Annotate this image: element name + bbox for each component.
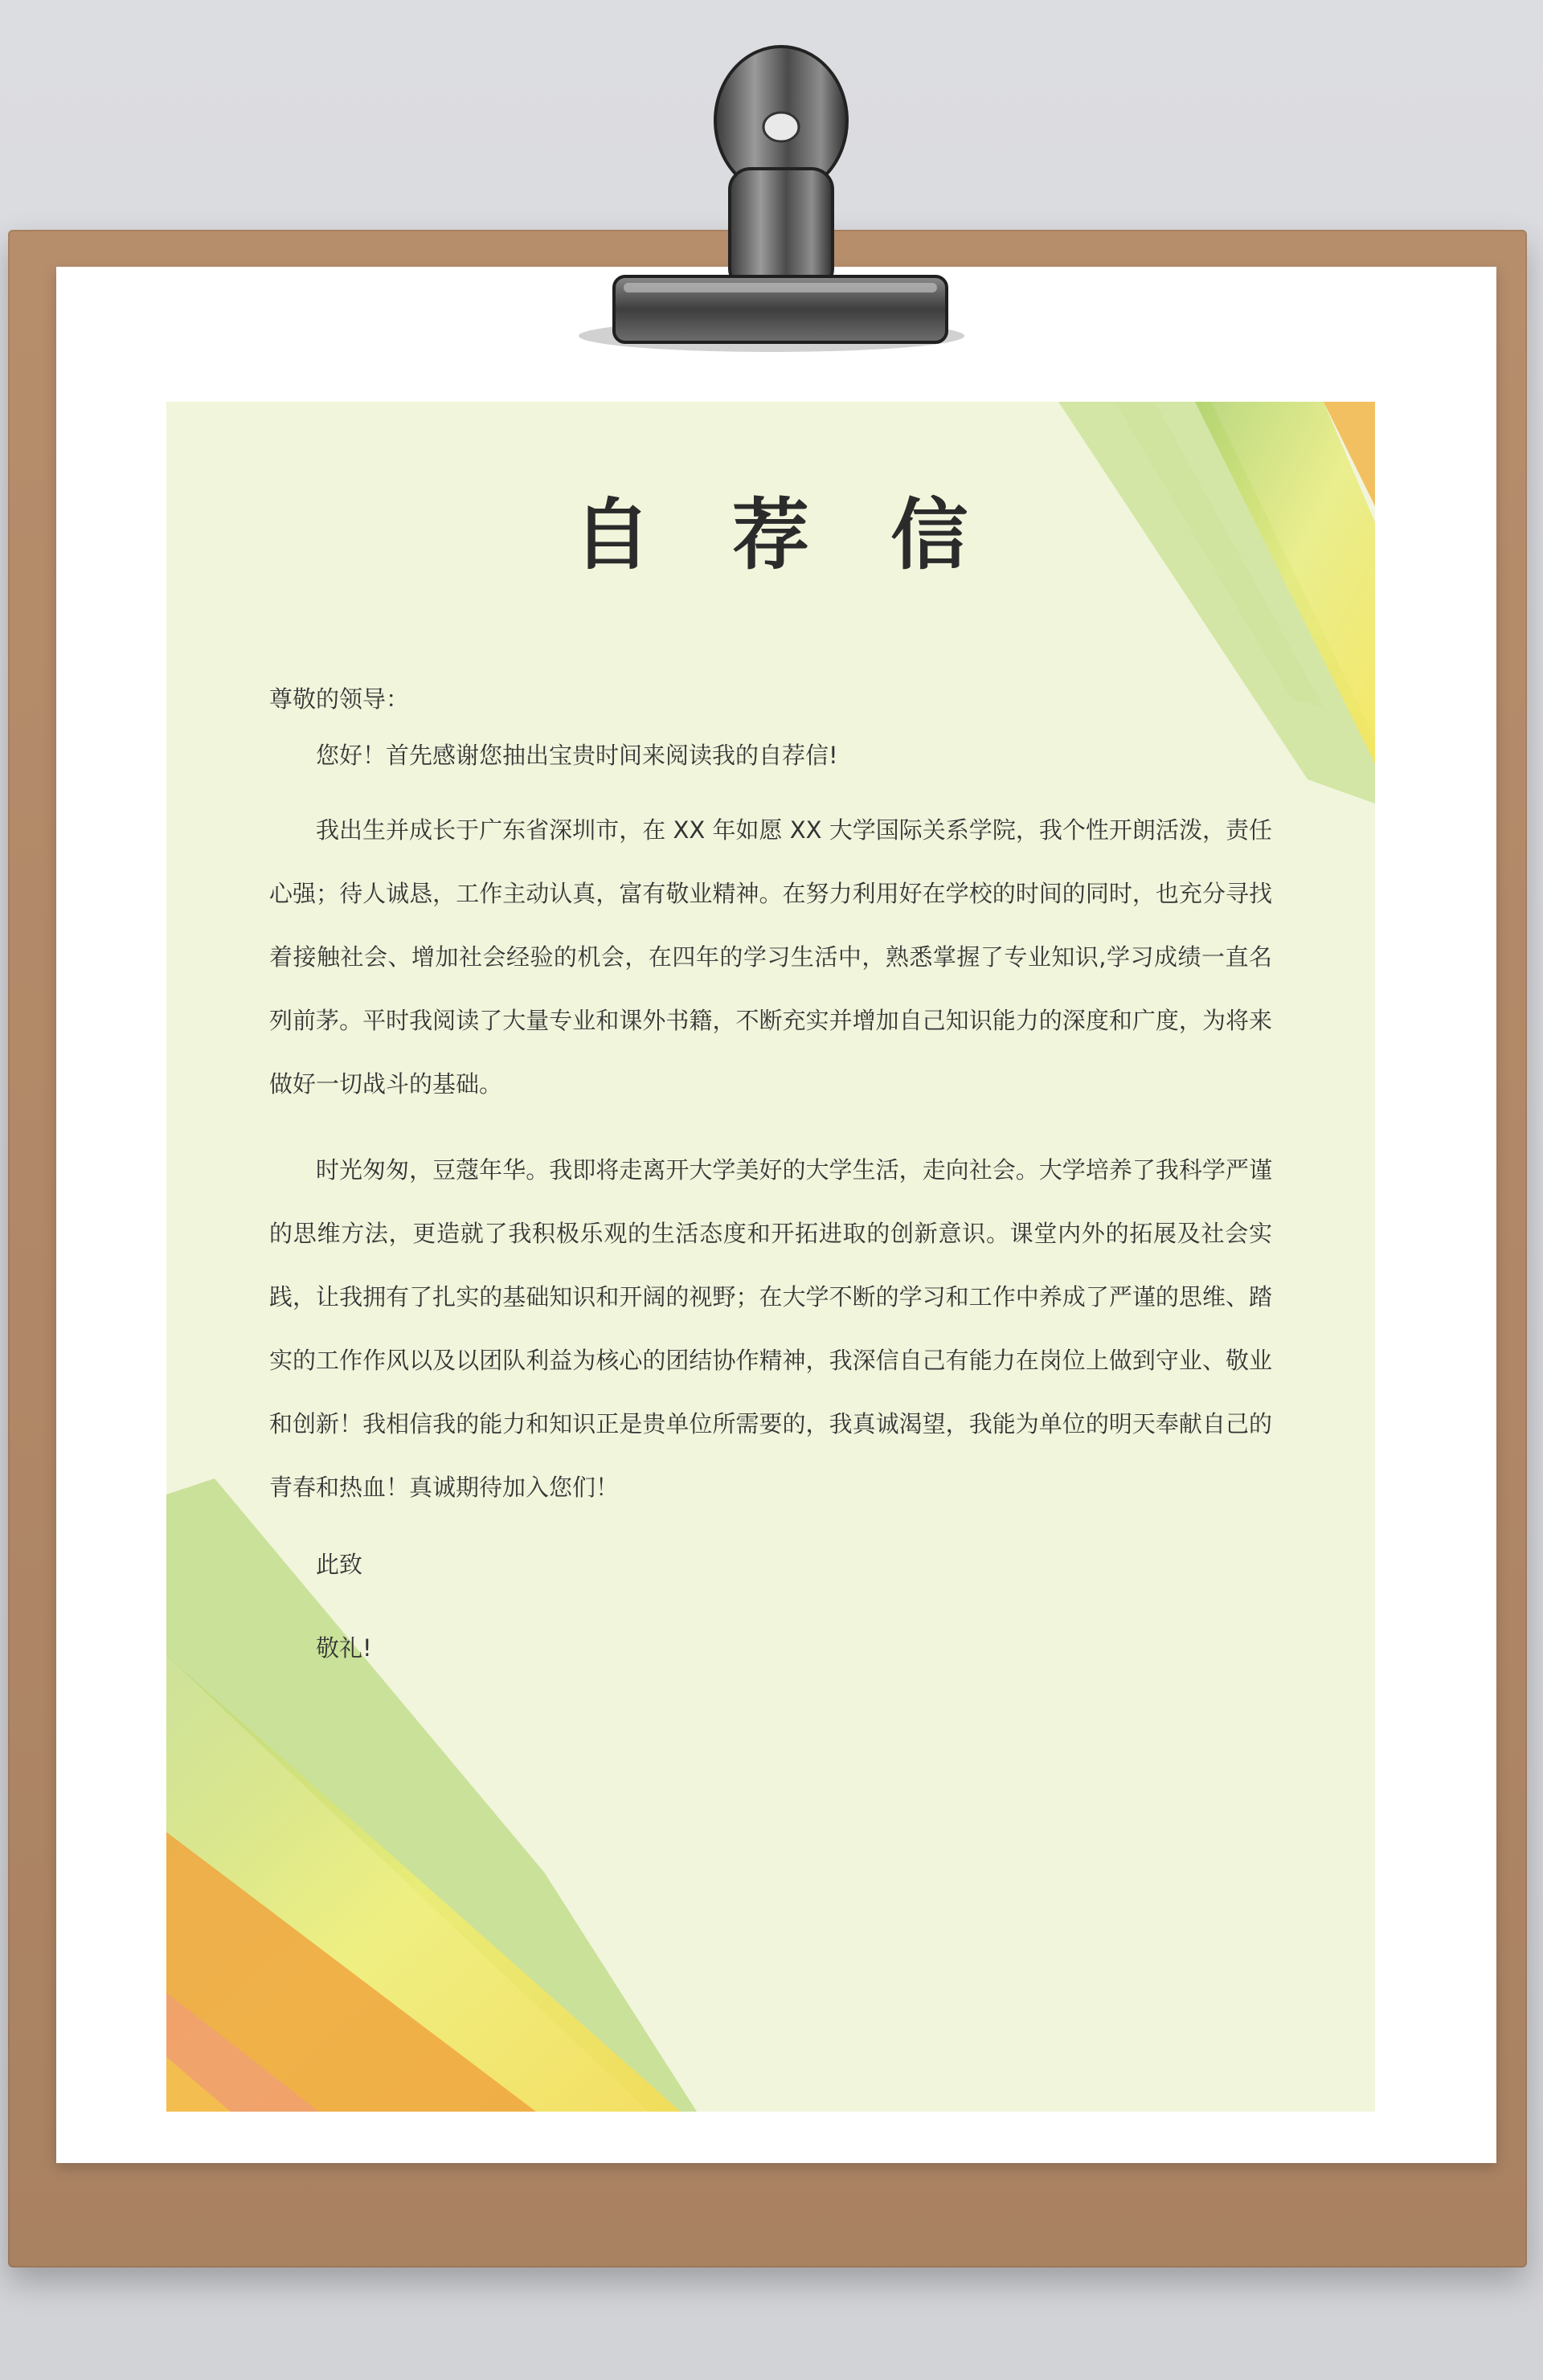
- regards: 敬礼!: [316, 1634, 372, 1662]
- body-paragraph: 我出生并成长于广东省深圳市，在 XX 年如愿 XX 大学国际关系学院，我个性开朗活泼，责任心强；待人诚恳，工作主动认真，富有敬业精神。在努力利用好在学校的时间的同时，也充分寻找着接触社会、增加社会经验的机会，在四年的学习生活中，熟悉掌握了专业知识,学习成绩一直名列前茅。平时我阅读了大量专业和课外书籍，不断充实并增加自己知识能力的深度和广度，为将来做好一切战斗的基础。: [269, 816, 1272, 1098]
- letter-title: 自 荐 信: [573, 490, 996, 580]
- greeting: 您好！首先感谢您抽出宝贵时间来阅读我的自荐信!: [316, 742, 838, 769]
- body-paragraph: 时光匆匆，豆蔻年华。我即将走离开大学美好的大学生活，走向社会。大学培养了我科学严谨的思维方法，更造就了我积极乐观的生活态度和开拓进取的创新意识。课堂内外的拓展及社会实践，让我拥有了扎实的基础知识和开阔的视野；在大学不断的学习和工作中养成了严谨的思维、踏实的工作作风以及以团队利益为核心的团结协作精神，我深信自己有能力在岗位上做到守业、敬业和创新！我相信我的能力和知识正是贵单位所需要的，我真诚渴望，我能为单位的明天奉献自己的青春和热血！真诚期待加入您们！: [269, 1156, 1272, 1501]
- closing: 此致: [316, 1551, 363, 1578]
- binder-clip-icon: [0, 0, 1543, 370]
- letter-page: [166, 402, 1375, 2112]
- letter-body: [269, 678, 1272, 1669]
- salutation: 尊敬的领导：: [269, 685, 410, 713]
